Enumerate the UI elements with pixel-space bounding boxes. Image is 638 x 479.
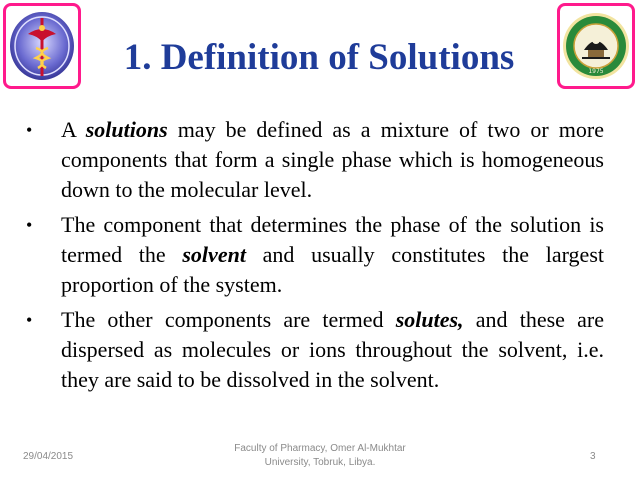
university-logo: [557, 3, 635, 89]
bullet-text: The component that determines the phase of the solution is termed the: [61, 212, 604, 267]
seal-year: 1975: [588, 68, 604, 75]
bullet-item: [26, 115, 604, 205]
caduceus-emblem-icon: [6, 6, 78, 86]
footer-institution: [210, 442, 430, 470]
bullet-text: and usually constitutes the largest proportion of the system.: [61, 242, 604, 297]
bullet-emphasis: solutions: [85, 117, 168, 142]
slide-title: 1. Definition of Solutions: [123, 37, 515, 78]
faculty-logo: [3, 3, 81, 89]
bullet-dot-icon: •: [26, 120, 33, 140]
bullet-item: [26, 305, 604, 395]
bullet-dot-icon: •: [26, 215, 33, 235]
bullet-text: and these are dispersed as molecules or ions throughout the solvent, i.e. they are said to be dissolved in the solvent.: [61, 307, 604, 392]
bullet-text: The other components are termed: [61, 307, 396, 332]
footer-date: 29/04/2015: [23, 451, 74, 462]
page-number: 3: [590, 451, 596, 462]
footer-institution-line2: University, Tobruk, Libya.: [264, 457, 376, 468]
footer-institution-line1: Faculty of Pharmacy, Omer Al-Mukhtar: [234, 443, 406, 454]
bullet-emphasis: solvent: [182, 242, 246, 267]
bullet-item: [26, 210, 604, 300]
bullet-text: A: [61, 117, 86, 142]
university-seal-icon: [560, 6, 632, 86]
bullet-list: [26, 115, 604, 400]
bullet-emphasis: solutes,: [395, 307, 464, 332]
bullet-dot-icon: •: [26, 310, 33, 330]
bullet-text: may be defined as a mixture of two or more components that form a single phase which is homogeneous down to the molecular level.: [61, 117, 604, 202]
